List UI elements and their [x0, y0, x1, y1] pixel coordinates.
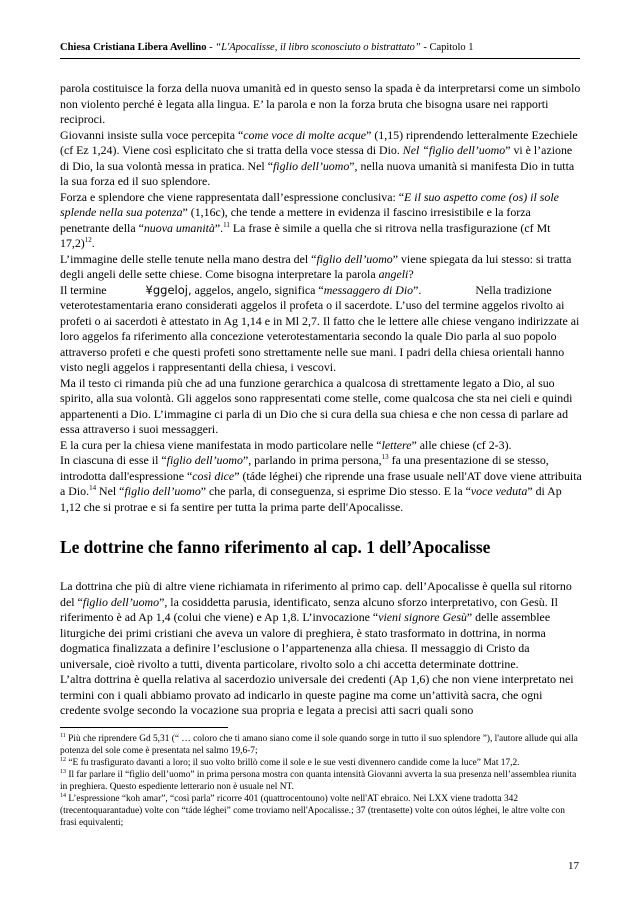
- paragraph: Ma il testo ci rimanda più che ad una funzione gerarchica a qualcosa di strettamente legato a Dio, al suo spirito, alla sua volontà. Gli aggelos sono rappresentati come stelle, come qualcosa che sta nei cieli e quindi appartenenti a Dio. L’immagine ci parla di un Dio che si cura della sua chiesa e che non cessa di parlare ad essa attraverso i suoi messaggeri.: [60, 375, 573, 436]
- paragraph: Giovanni insiste sulla voce percepita “come voce di molte acque” (1,15) riprendendo letteralmente Ezechiele (cf Ez 1,24). Viene così esplicitato che si tratta della voce stessa di Dio. Nel “figlio dell’uomo” vi è l’azione di Dio, la sua volontà messa in pratica. Nel “figlio dell’uomo”, nella nuova umanità si manifesta Dio in tutta la sua forza ed il suo splendore.: [60, 127, 578, 188]
- footnote-ref[interactable]: 12: [84, 236, 92, 244]
- footnote-ref[interactable]: 14: [89, 484, 97, 492]
- footnote-ref[interactable]: 11: [223, 220, 230, 229]
- footnote-number: 14: [60, 793, 66, 799]
- header-title: “L'Apocalisse, il libro sconosciuto o bistrattato”: [215, 42, 421, 53]
- paragraph: E la cura per la chiesa viene manifestata in modo particolare nelle “lettere” alle chiese (cf 2-3).: [60, 437, 512, 452]
- footnote-rule: [60, 727, 228, 728]
- paragraph: Forza e splendore che viene rappresentata dall’espressione conclusiva: “E il suo aspetto come (os) il sole splende nella sua potenza” (1,16c), che tende a mettere in evidenza il fascino irresistibile e la forza penetrante della “nuova umanità”.$^{11}$ La frase è simile a quella che si ritrova nella trasfigurazione (cf Mt 17,2)$^{12}$.: [60, 189, 559, 250]
- page-number: 17: [568, 860, 579, 872]
- footnote: $^{11}$ Più che riprendere Gd 5,31 (“ … coloro che ti amano siano come il sole quando sorge in tutto il suo splendore ”), l'autore allude qui alla potenza del sole come è presentata nel salmo 19,6-7;: [60, 733, 578, 756]
- running-header: [60, 41, 580, 54]
- header-chapter: - Capitolo 1: [420, 42, 474, 53]
- paragraph: In ciascuna di esse il “figlio dell’uomo”, parlando in prima persona,$^{13}$ fa una presentazione di se stesso, introdotta dall'espressione “così dice” (táde léghei) che riprende una frase usuale nell'AT dove viene attribuita a Dio.$^{14}$ Nel “figlio dell’uomo” che parla, di conseguenza, si esprime Dio stesso. E la “voce veduta” di Ap 1,12 che si protrae e si fa sentire per tutta la prima parte dell'Apocalisse.: [60, 453, 582, 514]
- footnote: $^{14}$ L’espressione “koh amar”, “così parla” ricorre 401 (quattrocentouno) volte nell'AT ebraico. Nei LXX viene tradotta 342 (trecentoquarantadue) volte con “táde léghei” come troviamo nell'Apocalisse.; 37 (trentasette) volte con oútos léghei, le altre volte con frasi equivalenti;: [60, 793, 565, 828]
- section-heading: Le dottrine che fanno riferimento al cap. 1 dell’Apocalisse: [60, 537, 491, 557]
- footnote-number: 11: [60, 733, 66, 739]
- header-org: Chiesa Cristiana Libera Avellino: [60, 42, 207, 53]
- footnote: $^{13}$ Il far parlare il “figlio dell’uomo” in prima persona mostra con quanta intensità Giovanni avverta la sua presenza nell’assemblea riunita in preghiera. Questo espediente letterario non è usuale nel NT.: [60, 769, 577, 792]
- footnote: $^{12}$ “E fu trasfigurato davanti a loro; il suo volto brillò come il sole e le sue vesti divennero candide come la luce” Mat 17,2.: [60, 757, 520, 768]
- paragraph: L’immagine delle stelle tenute nella mano destra del “figlio dell’uomo” viene spiegata da lui stesso: si tratta degli angeli delle sette chiese. Come bisogna interpretare la parola angeli?: [60, 251, 572, 281]
- footnote-ref[interactable]: 13: [381, 453, 389, 461]
- header-rule: [60, 58, 580, 59]
- paragraph: parola costituisce la forza della nuova umanità ed in questo senso la spada è da interpretarsi come un simbolo non violento perché è legata alla lingua. E’ la parola e non la forza bruta che bisogna usare nei rapporti reciproci.: [60, 81, 581, 126]
- paragraph: La dottrina che più di altre viene richiamata in riferimento al primo cap. dell’Apocalisse è quella sul ritorno del “figlio dell’uomo”, la cosiddetta parusia, identificato, senza alcuno sforzo interpretativo, con Gesù. Il riferimento è ad Ap 1,4 (colui che viene) e Ap 1,8. L’invocazione “vieni signore Gesù” delle assemblee liturgiche dei primi cristiani che aveva un valore di preghiera, è stato trasformato in dottrina, in norma dogmatica finalizzata a definire l’esclusione o l’appartenenza alla chiesa. Il messaggio di Cristo da universale, cioè rivolto a tutti, diventa particolare, rivolto solo a chi accetta determinate dottrine.: [60, 579, 572, 671]
- greek-term: ¥ggeloj,: [145, 282, 192, 297]
- paragraph: L’altra dottrina è quella relativa al sacerdozio universale dei credenti (Ap 1,6) che non viene interpretato nei termini con i quali abbiamo provato ad indicarlo in queste pagine ma come un’attività sacra, che ogni credente svolge secondo la vocazione sua propria e legata a precisi atti sacri quali sono: [60, 672, 574, 717]
- footnotes: [60, 733, 582, 829]
- footnote-number: 13: [60, 769, 66, 775]
- body-text: [60, 81, 582, 719]
- header-separator: -: [206, 42, 216, 53]
- footnote-number: 12: [60, 757, 66, 763]
- paragraph: Il termine ¥ggeloj, aggelos, angelo, significa “messaggero di Dio”. Nella tradizione veterotestamentaria erano considerati aggelos il profeta o il sacerdote. L’uso del termine aggelos rivolto ai profeti o ai sacerdoti è attestato in Ag 1,14 e in Ml 2,7. Il fatto che le lettere alle chiese vengano indirizzate ai loro aggelos fa riferimento alla concezione veterotestamentaria secondo la quale Dio parla al suo popolo attraverso profeti e che questi profeti sono strettamente nelle sue mani. I padri della chiesa orientali hanno visto negli aggelos i rappresentanti della chiesa, i vescovi.: [60, 282, 580, 374]
